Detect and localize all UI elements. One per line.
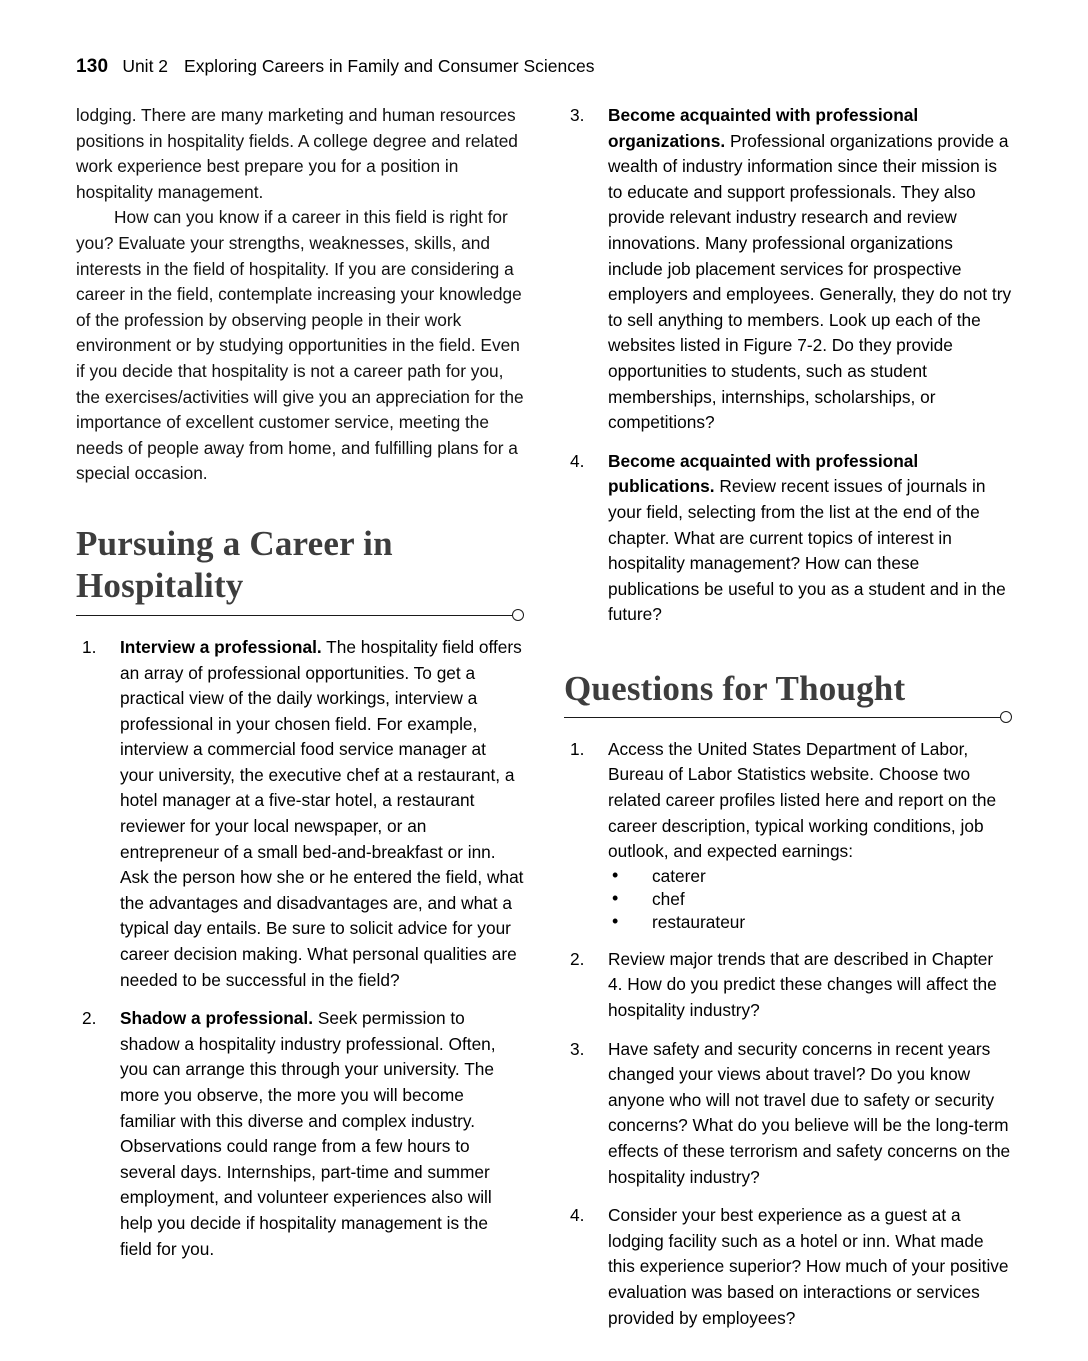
two-column-body — [76, 103, 1012, 1331]
questions-for-thought-list — [564, 737, 1012, 1331]
list-item-number: 4. — [570, 450, 585, 471]
section-heading-questions-for-thought — [564, 668, 1012, 725]
list-item — [608, 865, 1012, 888]
list-item — [564, 1037, 1012, 1191]
heading-rule-line — [76, 615, 512, 616]
section-heading-text: Pursuing a Career in Hospitality — [76, 523, 393, 605]
list-item — [564, 947, 1012, 1024]
list-item — [564, 737, 1012, 934]
list-item-text: Professional organizations provide a wealth of industry information since their mission is to educate and support professionals. They also provide relevant industry research and review innovations. Many professional organizations include job placement services for prospective employers and employees. Generally, they do not try to sell anything to members. Look up each of the websites listed in Figure 7-2. Do they provide opportunities to students, such as student memberships, internships, scholarships, or competitions? — [608, 130, 1012, 433]
running-head — [76, 55, 1016, 78]
unit-label: Unit 2 — [122, 56, 169, 76]
list-item — [76, 1006, 524, 1262]
heading-rule-line — [564, 717, 1000, 718]
bullet-label: restaurateur — [652, 911, 746, 932]
career-profile-bullets — [608, 865, 1012, 934]
bullet-icon: • — [612, 887, 619, 908]
list-item-lead: Shadow a professional. — [120, 1008, 314, 1029]
left-column — [76, 103, 524, 1331]
list-item-number: 3. — [570, 1038, 585, 1059]
pursuing-career-list-continued — [564, 103, 1012, 628]
right-column — [564, 103, 1012, 1331]
list-item-number: 1. — [570, 738, 585, 759]
list-item-text: Seek permission to shadow a hospitality industry professional. Often, you can arrange this through your university. The more you observe, the more you will become familiar with this diverse and complex industry. Observations could range from a few hours to several days. Internships, part-time and summer employment, and volunteer experiences also will help you decide if hospitality management is the field for you. — [120, 1008, 496, 1259]
list-item — [564, 449, 1012, 628]
list-item-number: 2. — [82, 1008, 97, 1029]
heading-rule-circle-icon — [1000, 711, 1012, 723]
list-item-number: 1. — [82, 636, 97, 657]
list-item-text: The hospitality field offers an array of professional opportunities. To get a practical view of the daily workings, interview a professional in your chosen field. For example, interview a commercial food service manager at your university, the executive chef at a restaurant, a hotel manager at a five-star hotel, a restaurant reviewer for your local newspaper, or an entrepreneur of a small bed-and-breakfast or inn. Ask the person how she or he entered the field, what the advantages and disadvantages are, and what a typical day entails. Be sure to solicit advice for your career decision making. What personal qualities are needed to be successful in the field? — [120, 636, 524, 990]
list-item-lead: Become acquainted with professional publications. — [608, 450, 919, 497]
list-item — [564, 103, 1012, 436]
bullet-icon: • — [612, 910, 619, 931]
bullet-label: chef — [652, 888, 685, 909]
list-item — [564, 1203, 1012, 1331]
list-item-text: Have safety and security concerns in recent years changed your views about travel? Do you know anyone who will not travel due to safety or security concerns? What do you believe will be the long-term effects of these terrorism and safety concerns on the hospitality industry? — [608, 1038, 1011, 1187]
heading-rule — [564, 711, 1012, 725]
page-number: 130 — [76, 56, 109, 77]
bullet-label: caterer — [652, 865, 706, 886]
pursuing-career-list — [76, 635, 524, 1262]
list-item-number: 4. — [570, 1205, 585, 1226]
section-heading-pursuing-career — [76, 523, 524, 623]
heading-rule — [76, 609, 524, 623]
list-item — [76, 635, 524, 993]
list-item-number: 2. — [570, 948, 585, 969]
list-item-lead: Become acquainted with professional organizations. — [608, 105, 919, 151]
bullet-icon: • — [612, 864, 619, 885]
list-item — [608, 911, 1012, 934]
list-item-text: Review major trends that are described in Chapter 4. How do you predict these changes will affect the hospitality industry? — [608, 948, 997, 1021]
list-item-number: 3. — [570, 105, 585, 125]
section-heading-text: Questions for Thought — [564, 668, 906, 708]
list-item-lead: Interview a professional. — [120, 636, 322, 657]
unit-title: Exploring Careers in Family and Consumer Sciences — [184, 56, 595, 76]
paragraph-evaluate: How can you know if a career in this field is right for you? Evaluate your strengths, weaknesses, skills, and interests in the field of hospitality. If you are considering a career in the field, contemplate increasing your knowledge of the profession by observing people in their work environment or by studying opportunities in the field. Even if you decide that hospitality is not a career path for you, the exercises/activities will give you an appreciation for the importance of excellent customer service, meeting the needs of people away from home, and fulfilling plans for a special occasion. — [76, 207, 524, 484]
list-item-text: Access the United States Department of Labor, Bureau of Labor Statistics website. Choose two related career profiles listed here and report on the career description, typical working conditions, job outlook, and expected earnings: — [608, 738, 997, 862]
list-item — [608, 888, 1012, 911]
list-item-text: Consider your best experience as a guest at a lodging facility such as a hotel or inn. What made this experience superior? How much of your positive evaluation was based on interactions or services provided by employees? — [608, 1205, 1009, 1328]
heading-rule-circle-icon — [512, 609, 524, 621]
paragraph-continuation: lodging. There are many marketing and human resources positions in hospitality fields. A college degree and related work experience best prepare you for a position in hospitality management. — [76, 105, 518, 202]
list-item-text: Review recent issues of journals in your field, selecting from the list at the end of the chapter. What are current topics of interest in hospitality management? How can these publications be useful to you as a student and in the future? — [608, 476, 1006, 625]
